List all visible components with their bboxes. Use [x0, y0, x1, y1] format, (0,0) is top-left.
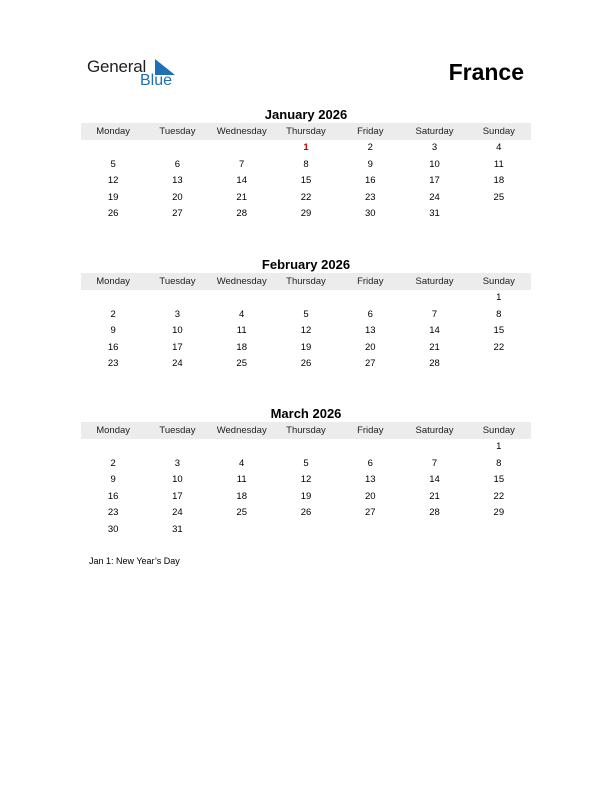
day-cell: 6 — [367, 457, 373, 469]
month-block — [81, 257, 531, 373]
day-cell: 17 — [172, 341, 183, 353]
weekday-label: Thursday — [286, 425, 326, 436]
day-cell — [338, 522, 402, 539]
day-cell: 15 — [300, 175, 312, 187]
day-cell: 6 — [174, 158, 181, 170]
day-cell: 4 — [239, 308, 245, 320]
day-cell — [338, 290, 402, 307]
day-cell: 5 — [110, 158, 116, 170]
weekday-label: Thursday — [286, 126, 326, 137]
day-cell: 19 — [300, 341, 312, 353]
day-cell — [274, 290, 338, 307]
day-cell: 15 — [493, 325, 505, 337]
day-cell: 29 — [493, 507, 505, 519]
day-cell: 25 — [236, 507, 247, 519]
month-block — [81, 107, 531, 223]
week-row — [81, 439, 531, 456]
weekday-label: Friday — [357, 126, 384, 137]
week-row — [81, 340, 531, 357]
week-row — [81, 323, 531, 340]
day-cell: 3 — [431, 142, 438, 153]
day-cell: 13 — [172, 175, 183, 187]
day-cell: 17 — [172, 490, 183, 502]
day-cell — [402, 439, 466, 456]
day-cell: 10 — [172, 325, 183, 337]
brand-word-blue: Blue — [140, 72, 173, 89]
day-cell — [210, 140, 274, 157]
day-cell — [210, 522, 274, 539]
day-cell: 28 — [429, 358, 440, 370]
week-row — [81, 522, 531, 539]
day-cell: 20 — [364, 490, 376, 502]
day-cell — [145, 290, 209, 307]
day-cell: 18 — [493, 175, 505, 187]
weekday-label: Friday — [357, 425, 384, 436]
day-cell: 16 — [364, 175, 376, 187]
day-cell: 29 — [300, 208, 312, 220]
week-row — [81, 356, 531, 373]
day-cell — [81, 439, 145, 456]
week-row — [81, 140, 531, 157]
day-cell: 11 — [236, 474, 247, 486]
month-block — [81, 406, 531, 539]
day-cell: 16 — [107, 490, 119, 502]
day-cell: 2 — [367, 142, 373, 153]
weekday-header-row — [81, 123, 531, 140]
brand-logo — [86, 56, 186, 92]
weekday-label: Wednesday — [216, 425, 267, 436]
day-cell — [274, 522, 338, 539]
day-cell: 21 — [429, 341, 440, 353]
day-cell: 12 — [300, 325, 312, 337]
day-cell: 14 — [236, 175, 247, 187]
day-cell: 27 — [364, 507, 376, 519]
day-cell: 11 — [493, 158, 504, 170]
day-cell: 23 — [107, 358, 119, 370]
day-cell: 9 — [110, 325, 116, 337]
weekday-label: Monday — [96, 425, 131, 436]
day-cell: 18 — [236, 341, 247, 353]
day-cell: 3 — [174, 308, 181, 320]
day-cell: 9 — [110, 474, 116, 486]
day-cell: 20 — [364, 341, 376, 353]
day-cell: 27 — [364, 358, 376, 370]
weekday-label: Monday — [96, 126, 131, 137]
weekday-label: Saturday — [415, 425, 454, 436]
day-cell: 19 — [107, 191, 119, 203]
weekday-label: Saturday — [415, 276, 454, 287]
day-cell: 3 — [174, 457, 181, 469]
day-cell: 2 — [110, 308, 116, 320]
weekday-label: Sunday — [482, 126, 515, 137]
week-row — [81, 206, 531, 223]
day-cell: 7 — [239, 158, 245, 170]
day-cell — [210, 439, 274, 456]
day-cell: 22 — [300, 191, 312, 203]
day-cell: 8 — [496, 308, 502, 320]
day-cell — [81, 290, 145, 307]
day-cell: 5 — [303, 457, 309, 469]
weekday-label: Friday — [357, 276, 384, 287]
day-cell: 21 — [429, 490, 440, 502]
brand-word-general: General — [87, 57, 147, 76]
month-title: March 2026 — [270, 406, 342, 421]
day-cell — [81, 140, 145, 157]
week-row — [81, 489, 531, 506]
day-cell: 23 — [107, 507, 119, 519]
day-cell: 26 — [107, 208, 119, 220]
week-row — [81, 472, 531, 489]
week-row — [81, 190, 531, 207]
week-row — [81, 173, 531, 190]
day-cell: 7 — [431, 457, 438, 469]
day-cell — [210, 290, 274, 307]
country-title: France — [448, 59, 524, 85]
day-cell: 30 — [107, 523, 119, 535]
day-cell: 12 — [300, 474, 312, 486]
day-cell: 11 — [236, 325, 247, 337]
day-cell: 8 — [496, 457, 502, 469]
day-cell: 1 — [496, 441, 502, 452]
day-cell: 4 — [239, 457, 245, 469]
day-cell: 10 — [172, 474, 183, 486]
day-cell: 4 — [496, 142, 502, 153]
day-cell: 22 — [493, 341, 505, 353]
weekday-label: Tuesday — [159, 276, 196, 287]
day-cell: 2 — [110, 457, 116, 469]
day-cell: 23 — [364, 191, 376, 203]
day-cell — [467, 356, 531, 373]
weekday-label: Wednesday — [216, 276, 267, 287]
day-cell: 6 — [367, 308, 373, 320]
day-cell: 14 — [429, 474, 440, 486]
weekday-label: Saturday — [415, 126, 454, 137]
day-cell — [467, 522, 531, 539]
week-row — [81, 290, 531, 307]
day-cell: 18 — [236, 490, 247, 502]
day-cell: 20 — [172, 191, 183, 203]
day-cell — [338, 439, 402, 456]
day-cell: 25 — [493, 191, 505, 203]
week-row — [81, 456, 531, 473]
day-cell: 16 — [107, 341, 119, 353]
day-cell: 24 — [172, 507, 183, 519]
day-cell: 22 — [493, 490, 505, 502]
day-cell: 13 — [364, 474, 376, 486]
day-cell: 26 — [300, 358, 312, 370]
month-title: February 2026 — [261, 257, 351, 272]
day-cell — [274, 439, 338, 456]
weekday-label: Monday — [96, 276, 131, 287]
day-cell: 14 — [429, 325, 440, 337]
day-cell: 26 — [300, 507, 312, 519]
weekday-label: Thursday — [286, 276, 326, 287]
day-cell: 19 — [300, 490, 312, 502]
day-cell: 28 — [236, 208, 247, 220]
day-cell — [402, 290, 466, 307]
weekday-label: Sunday — [482, 276, 515, 287]
day-cell: 31 — [429, 208, 440, 220]
day-cell: 31 — [172, 523, 183, 535]
day-cell — [402, 522, 466, 539]
day-cell: 25 — [236, 358, 247, 370]
week-row — [81, 157, 531, 174]
day-cell: 24 — [429, 191, 440, 203]
day-cell: 21 — [236, 191, 247, 203]
day-cell: 15 — [493, 474, 505, 486]
weekday-label: Tuesday — [159, 126, 196, 137]
weekday-label: Wednesday — [216, 126, 267, 137]
holiday-note: Jan 1: New Year’s Day — [89, 556, 180, 566]
weekday-label: Tuesday — [159, 425, 196, 436]
day-cell: 13 — [364, 325, 376, 337]
month-title: January 2026 — [264, 107, 348, 122]
day-cell: 10 — [429, 158, 440, 170]
weekday-label: Sunday — [482, 425, 515, 436]
day-cell: 12 — [107, 175, 119, 187]
day-cell: 27 — [172, 208, 183, 220]
weekday-header-row — [81, 273, 531, 290]
day-cell — [145, 439, 209, 456]
day-cell: 7 — [431, 308, 438, 320]
weekday-header-row — [81, 422, 531, 439]
day-cell: 9 — [367, 158, 373, 170]
day-cell: 5 — [303, 308, 309, 320]
week-row — [81, 505, 531, 522]
day-cell — [467, 206, 531, 223]
day-cell: 30 — [364, 208, 376, 220]
day-cell: 24 — [172, 358, 183, 370]
week-row — [81, 307, 531, 324]
day-cell: 1 — [303, 142, 309, 153]
day-cell: 28 — [429, 507, 440, 519]
day-cell: 17 — [429, 175, 440, 187]
day-cell: 1 — [496, 292, 502, 303]
day-cell — [145, 140, 209, 157]
day-cell: 8 — [303, 158, 309, 170]
